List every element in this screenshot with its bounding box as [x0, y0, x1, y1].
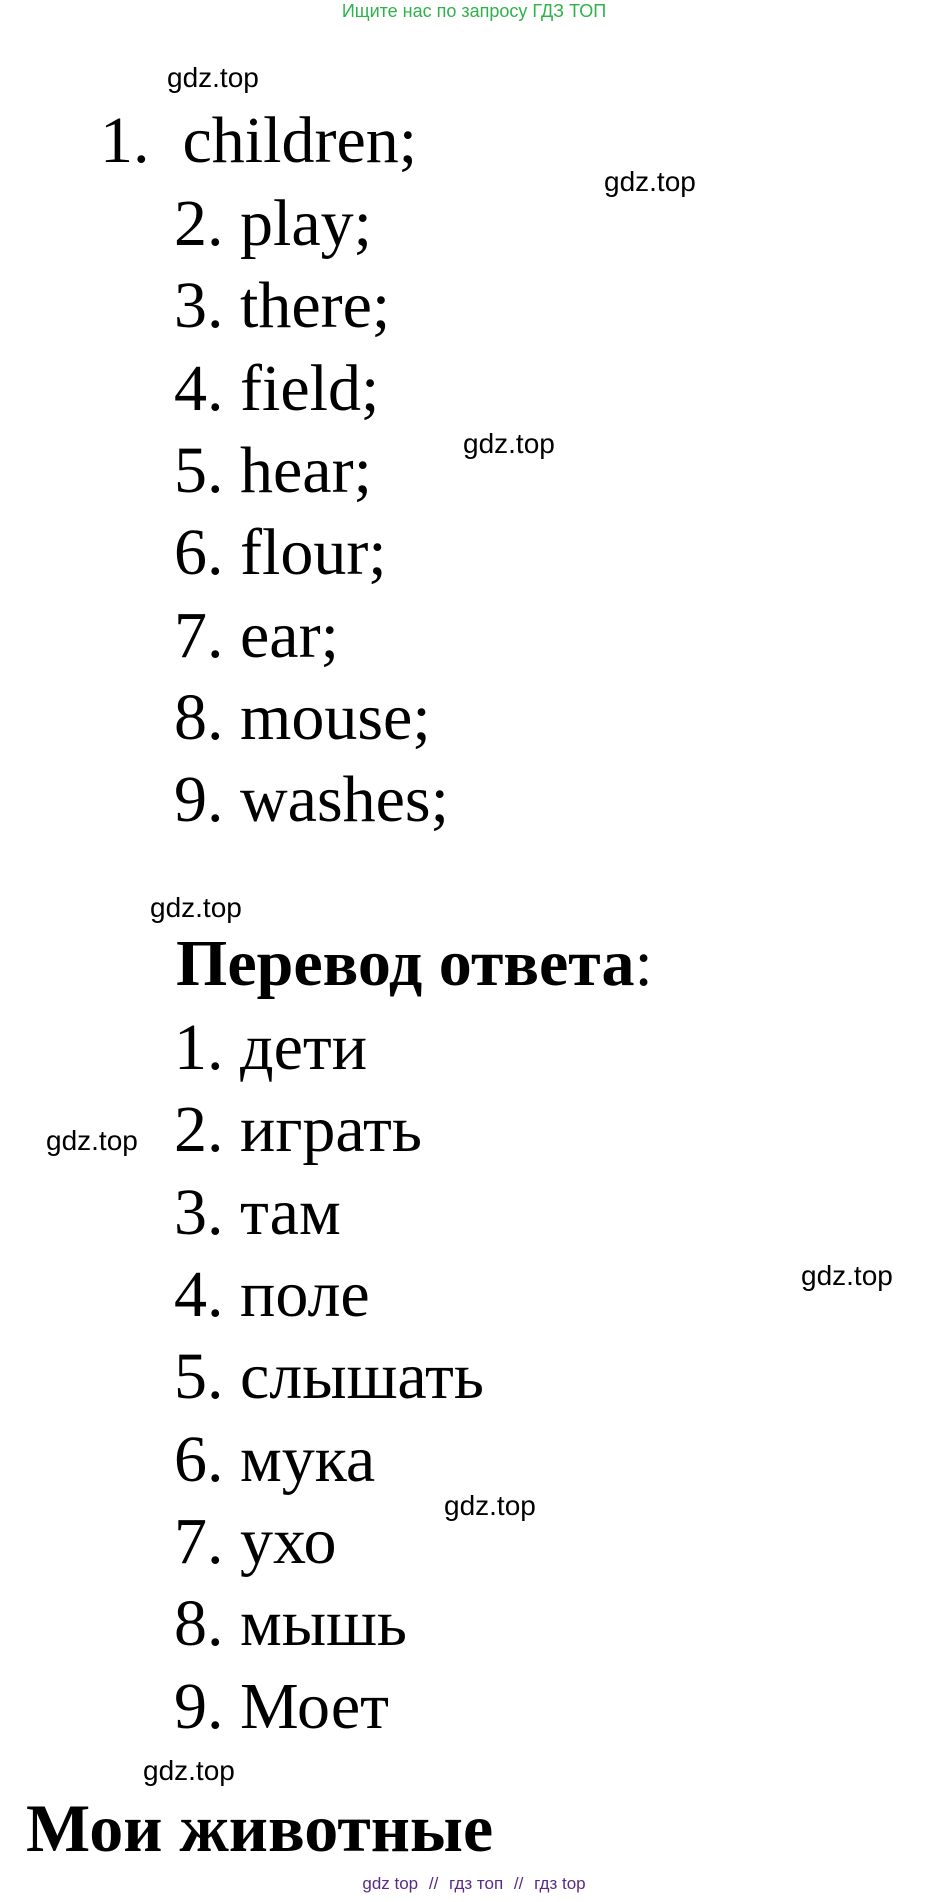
answer-number: 4.: [174, 352, 224, 425]
answer-item: [174, 762, 449, 838]
footer-separator: //: [513, 1874, 524, 1893]
answer-word: hear;: [240, 434, 372, 507]
translation-number: 8.: [174, 1587, 224, 1660]
footer-link-gdz-top-ru[interactable]: гдз топ: [449, 1874, 504, 1893]
answer-number: 7.: [174, 599, 224, 672]
answer-word: flour;: [240, 516, 387, 589]
top-banner: Ищите нас по запросу ГДЗ ТОП: [341, 1, 607, 21]
answer-word: mouse;: [240, 681, 431, 754]
translation-word: мышь: [240, 1587, 408, 1660]
translation-number: 2.: [174, 1093, 224, 1166]
answer-item: [174, 515, 387, 591]
answer-number: 6.: [174, 516, 224, 589]
section-title: Мои животные: [26, 1790, 494, 1866]
translation-item: [174, 1257, 370, 1333]
translation-word: слышать: [240, 1340, 484, 1413]
translation-number: 5.: [174, 1340, 224, 1413]
watermark: gdz.top: [46, 1125, 138, 1156]
answer-word: children;: [182, 104, 418, 177]
footer-link-gdz-top[interactable]: gdz top: [362, 1874, 419, 1893]
watermark: gdz.top: [167, 62, 259, 93]
translation-word: ухо: [240, 1505, 337, 1578]
answer-word: there;: [240, 269, 391, 342]
translation-number: 3.: [174, 1176, 224, 1249]
watermark: gdz.top: [604, 166, 696, 197]
translation-item: [174, 1092, 422, 1168]
answer-word: ear;: [240, 599, 339, 672]
answer-item: [174, 186, 372, 262]
answer-item: [174, 433, 372, 509]
answer-item: [174, 680, 431, 756]
answer-item: [174, 598, 339, 674]
answer-word: washes;: [240, 763, 449, 836]
footer-links: [0, 1872, 948, 1896]
translation-item: [174, 1504, 337, 1580]
answer-word: play;: [240, 187, 372, 260]
translation-word: там: [240, 1176, 341, 1249]
translation-word: играть: [240, 1093, 422, 1166]
footer-separator: //: [428, 1874, 439, 1893]
answer-number: 5.: [174, 434, 224, 507]
watermark: gdz.top: [150, 892, 242, 923]
answer-number: 3.: [174, 269, 224, 342]
watermark: gdz.top: [801, 1260, 893, 1291]
translation-word: Моет: [240, 1670, 389, 1743]
answer-number: 1.: [100, 104, 150, 177]
watermark: gdz.top: [143, 1755, 235, 1786]
translation-number: 6.: [174, 1423, 224, 1496]
translation-item: [174, 1422, 375, 1498]
translation-heading-text: Перевод ответа: [176, 927, 635, 1000]
answer-item: [174, 351, 379, 427]
watermark: gdz.top: [463, 428, 555, 459]
translation-number: 1.: [174, 1011, 224, 1084]
translation-number: 7.: [174, 1505, 224, 1578]
translation-number: 9.: [174, 1670, 224, 1743]
translation-number: 4.: [174, 1258, 224, 1331]
answer-word: field;: [240, 352, 380, 425]
footer-link-gdz-top-mixed[interactable]: гдз top: [534, 1874, 586, 1893]
answer-item: [100, 103, 417, 179]
translation-item: [174, 1586, 407, 1662]
translation-word: мука: [240, 1423, 376, 1496]
answer-number: 9.: [174, 763, 224, 836]
translation-item: [174, 1339, 484, 1415]
translation-heading-colon: :: [634, 927, 653, 1000]
watermark: gdz.top: [444, 1490, 536, 1521]
translation-heading: [176, 924, 653, 1004]
answer-item: [174, 268, 390, 344]
translation-word: поле: [240, 1258, 370, 1331]
translation-item: [174, 1669, 389, 1745]
translation-word: дети: [240, 1011, 368, 1084]
answer-number: 8.: [174, 681, 224, 754]
translation-item: [174, 1010, 367, 1086]
translation-item: [174, 1175, 341, 1251]
answer-number: 2.: [174, 187, 224, 260]
